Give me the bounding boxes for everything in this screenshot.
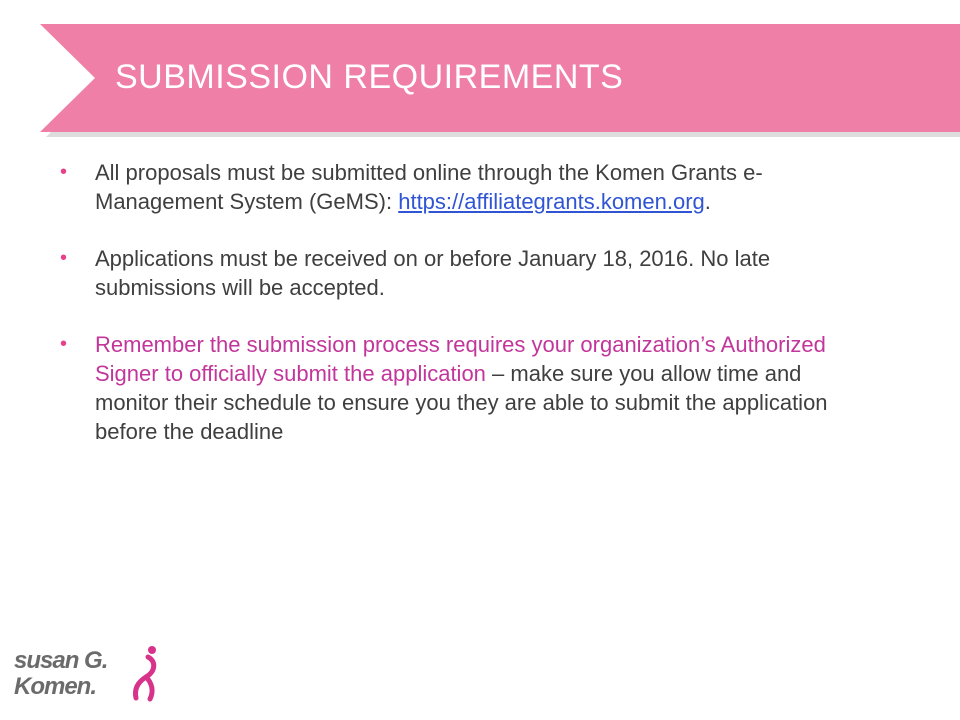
komen-logo <box>14 643 164 705</box>
bullet-item-submission <box>60 158 880 216</box>
logo-line-1: susan G. <box>14 647 108 674</box>
bullet-item-signer <box>60 330 880 446</box>
bullet-item-deadline <box>60 244 880 302</box>
bullet-text: All proposals must be submitted online through the Komen Grants e-Management System (GeMS): <box>95 160 763 214</box>
bullet-text-end: . <box>704 189 711 214</box>
gems-link[interactable]: https://affiliategrants.komen.org <box>398 189 705 214</box>
logo-line-2: Komen. <box>14 673 97 700</box>
bullet-dot-icon: • <box>60 161 68 183</box>
bullet-dot-icon: • <box>60 333 68 355</box>
bullet-dot-icon: • <box>60 247 68 269</box>
slide-title: SUBMISSION REQUIREMENTS <box>115 58 624 96</box>
highlight-text: Remember the submission process requires your organization’s Authorized Signer to officially submit the application <box>95 332 826 386</box>
bullet-text: – make sure you allow time and monitor their schedule to ensure you they are able to submit the application before the deadline <box>95 361 828 444</box>
bullet-list <box>60 158 880 474</box>
bullet-text: Applications must be received on or before January 18, 2016. No late submissions will be accepted. <box>95 246 771 300</box>
pink-ribbon-icon <box>126 643 164 703</box>
